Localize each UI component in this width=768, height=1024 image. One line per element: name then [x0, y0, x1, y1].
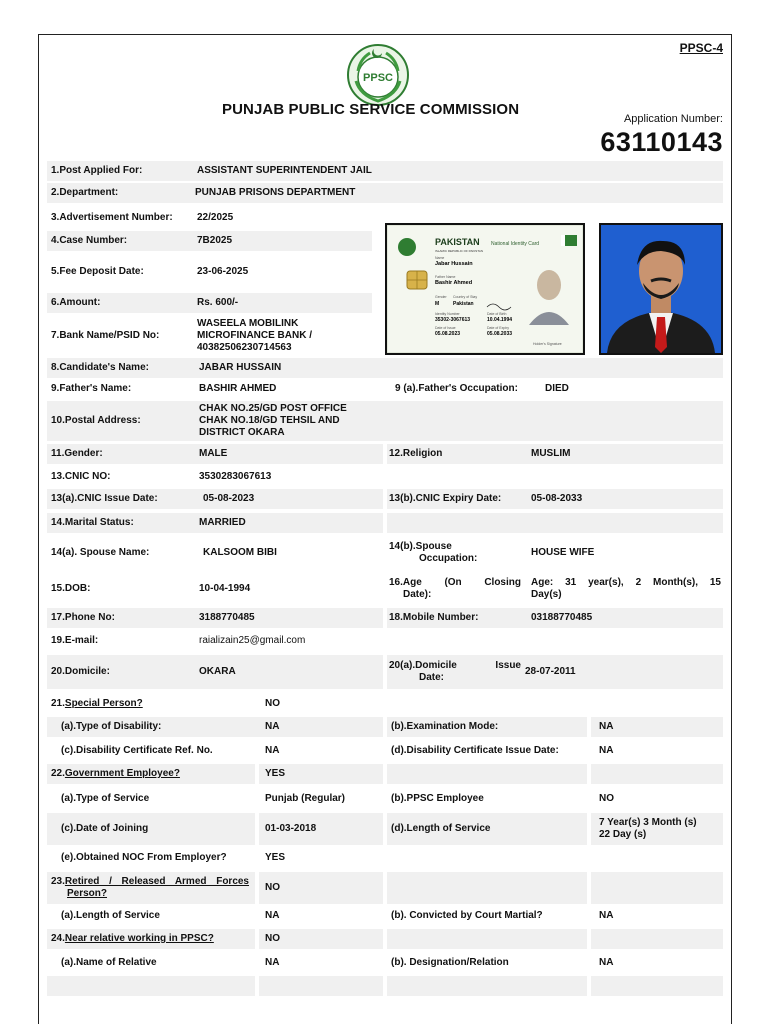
cell-gap — [383, 872, 387, 904]
spouse-label: 14(a). Spouse Name: — [51, 547, 150, 558]
cell-gap — [383, 717, 387, 737]
application-form — [38, 34, 732, 1024]
age-label — [389, 573, 521, 605]
form-code: PPSC-4 — [679, 41, 723, 55]
disability-type-label: (a).Type of Disability: — [61, 721, 162, 732]
father-value: BASHIR AHMED — [199, 383, 277, 394]
special-person-value: NO — [265, 698, 280, 709]
age-label-part-3: Closing — [484, 577, 521, 588]
cell-gap — [587, 872, 591, 904]
row-father — [47, 379, 723, 399]
cell-gap — [587, 764, 591, 784]
postal-line-1: CHAK NO.25/GD POST OFFICE — [199, 403, 347, 414]
marital-value: MARRIED — [199, 517, 246, 528]
age-label-line-1 — [389, 577, 521, 589]
cnic-dob-label: Date of Birth — [487, 312, 507, 316]
cnic-card-image — [385, 223, 585, 355]
cnic-gender-label: Gender — [435, 295, 447, 299]
age-value — [531, 573, 721, 605]
bank-line-3: 40382506230714563 — [197, 342, 292, 353]
cnic-signature-label: Holder's Signature — [533, 342, 562, 346]
exam-mode-value: NA — [599, 721, 614, 732]
cnic-card-title: National Identity Card — [491, 241, 540, 247]
cell-gap — [255, 764, 259, 784]
ppsc-employee-value: NO — [599, 793, 614, 804]
postal-line-2: CHAK NO.18/GD TEHSIL AND — [199, 415, 340, 426]
row-service-type — [47, 787, 723, 811]
phone-value: 3188770485 — [199, 612, 255, 623]
row-gov-employee — [47, 764, 723, 784]
row-spouse — [47, 535, 723, 571]
religion-value: MUSLIM — [531, 448, 571, 459]
row-gender — [47, 444, 723, 464]
cnic-country-stay: Pakistan — [453, 301, 474, 307]
relative-name-value: NA — [265, 957, 280, 968]
cell-gap — [383, 813, 387, 845]
row-noc — [47, 847, 723, 869]
gov-employee-label — [51, 764, 180, 784]
bank-value — [197, 316, 312, 356]
bank-line-1: WASEELA MOBILINK — [197, 318, 299, 329]
relative-prefix: 24. — [51, 933, 65, 944]
cell-gap — [587, 929, 591, 949]
cnic-expiry-value: 05-08-2033 — [531, 493, 583, 504]
row-disability-type — [47, 717, 723, 737]
phone-label: 17.Phone No: — [51, 612, 115, 623]
spouse-value: KALSOOM BIBI — [203, 547, 277, 558]
retired-label-text-1: Retired / Released Armed Forces — [64, 876, 249, 887]
disability-cert-label: (c).Disability Certificate Ref. No. — [61, 745, 213, 756]
domicile-issue-value: 28-07-2011 — [525, 666, 576, 677]
spouse-occupation-value: HOUSE WIFE — [531, 547, 595, 558]
cnic-gender: M — [435, 301, 440, 307]
gov-employee-label-text: Government Employee? — [64, 768, 180, 779]
row-department — [47, 183, 723, 203]
age-label-part-4: Date): — [403, 589, 432, 600]
cnic-expiry-label: 13(b).CNIC Expiry Date: — [389, 493, 502, 504]
row-email — [47, 631, 723, 651]
cell-gap — [587, 813, 591, 845]
religion-label: 12.Religion — [389, 448, 443, 459]
disability-cert-date-value: NA — [599, 745, 614, 756]
app-number: 63110143 — [600, 127, 723, 157]
candidate-value: JABAR HUSSAIN — [199, 362, 282, 373]
cell-gap — [383, 976, 387, 996]
ppsc-employee-label: (b).PPSC Employee — [391, 793, 484, 804]
cell-gap — [255, 872, 259, 904]
amount-label: 6.Amount: — [51, 297, 101, 308]
joining-value: 01-03-2018 — [265, 823, 317, 834]
disability-type-value: NA — [265, 721, 280, 732]
retired-length-label: (a).Length of Service — [61, 910, 160, 921]
advertisement-value: 22/2025 — [197, 212, 234, 223]
relative-label — [51, 929, 214, 949]
service-length-label: (d).Length of Service — [391, 823, 491, 834]
row-dob — [47, 573, 723, 605]
retired-label-line-1 — [51, 876, 249, 888]
cell-gap — [383, 489, 387, 509]
domicile-issue-label-part-2: Issue — [495, 660, 521, 671]
advertisement-label: 3.Advertisement Number: — [51, 212, 173, 223]
court-martial-value: NA — [599, 910, 614, 921]
email-label: 19.E-mail: — [51, 635, 99, 646]
mobile-value: 03188770485 — [531, 612, 593, 623]
exam-mode-label: (b).Examination Mode: — [391, 721, 499, 732]
cell-gap — [587, 976, 591, 996]
cnic-issue-label: 13(a).CNIC Issue Date: — [51, 493, 158, 504]
domicile-issue-label-part-1: 20(a).Domicile — [389, 660, 457, 671]
logo-text: PPSC — [363, 72, 393, 84]
noc-value: YES — [265, 852, 286, 863]
postal-label: 10.Postal Address: — [51, 415, 141, 426]
cell-gap — [383, 513, 387, 533]
cnic-father-label: Father Name — [435, 275, 456, 279]
disability-cert-value: NA — [265, 745, 280, 756]
age-label-part-2: (On — [444, 577, 462, 588]
candidate-label: 8.Candidate's Name: — [51, 362, 149, 373]
relative-label-text: Near relative working in PPSC? — [64, 933, 214, 944]
disability-cert-date-label: (d).Disability Certificate Issue Date: — [391, 745, 559, 756]
cell-gap — [383, 764, 387, 784]
cell-gap — [255, 813, 259, 845]
cnic-name-label: Name — [435, 256, 445, 260]
domicile-issue-label-part-3: Date: — [419, 672, 445, 683]
gender-label: 11.Gender: — [51, 448, 103, 459]
relative-value: NO — [265, 933, 280, 944]
special-person-prefix: 21. — [51, 698, 65, 709]
cnic-name: Jabar Hussain — [435, 261, 473, 267]
gov-employee-prefix: 22. — [51, 768, 65, 779]
mobile-label: 18.Mobile Number: — [389, 612, 479, 623]
cell-gap — [383, 655, 387, 689]
applicant-portrait — [601, 225, 721, 353]
domicile-label: 20.Domicile: — [51, 666, 110, 677]
ppsc-logo — [346, 43, 410, 107]
cell-gap — [383, 444, 387, 464]
cell-gap — [255, 976, 259, 996]
age-value-line-2: Day(s) — [531, 589, 562, 600]
retired-prefix: 23. — [51, 876, 65, 887]
cnic-father: Bashir Ahmed — [435, 280, 473, 286]
father-occupation-label: 9 (a).Father's Occupation: — [395, 383, 518, 394]
service-type-label: (a).Type of Service — [61, 793, 150, 804]
special-person-label — [51, 694, 143, 714]
post-label: 1.Post Applied For: — [51, 165, 143, 176]
service-length-value — [599, 813, 697, 845]
row-relative-name — [47, 952, 723, 974]
service-length-line-1: 7 Year(s) 3 Month (s) — [599, 817, 697, 828]
dob-label: 15.DOB: — [51, 583, 91, 594]
cell-gap — [255, 929, 259, 949]
row-retired-length — [47, 906, 723, 926]
row-cnic-dates — [47, 489, 723, 509]
cnic-value: 3530283067613 — [199, 471, 272, 482]
email-value: raializain25@gmail.com — [199, 635, 306, 646]
postal-line-3: DISTRICT OKARA — [199, 427, 285, 438]
retired-label — [51, 872, 249, 904]
row-case — [47, 231, 372, 251]
post-value: ASSISTANT SUPERINTENDENT JAIL — [197, 165, 372, 176]
row-disability-cert — [47, 741, 723, 761]
joining-label: (c).Date of Joining — [61, 823, 149, 834]
cell-gap — [383, 608, 387, 628]
department-label: 2.Department: — [51, 187, 119, 198]
relative-name-label: (a).Name of Relative — [61, 957, 157, 968]
row-phone — [47, 608, 723, 628]
cnic-expiry: 05.08.2033 — [487, 331, 513, 337]
row-joining — [47, 813, 723, 845]
marital-label: 14.Marital Status: — [51, 517, 134, 528]
row-bank — [47, 316, 377, 356]
bank-label: 7.Bank Name/PSID No: — [51, 330, 160, 341]
domicile-issue-label-line-1 — [389, 660, 521, 672]
fee-date-value: 23-06-2025 — [197, 266, 249, 277]
postal-value — [199, 401, 347, 441]
row-candidate — [47, 358, 723, 378]
domicile-value: OKARA — [199, 666, 236, 677]
age-value-line-1: Age: 31 year(s), 2 Month(s), 15 — [531, 577, 721, 588]
cnic-id-label: Identity Number — [435, 312, 460, 316]
special-person-label-text: Special Person? — [64, 698, 143, 709]
row-fee-date — [47, 255, 377, 289]
case-value: 7B2025 — [197, 235, 233, 246]
row-amount — [47, 293, 372, 313]
page-title: PUNJAB PUBLIC SERVICE COMMISSION — [222, 101, 520, 118]
row-special-person — [47, 694, 723, 714]
row-domicile — [47, 655, 723, 689]
spouse-occupation-label-1: 14(b).Spouse — [389, 541, 452, 552]
gov-employee-value: YES — [265, 768, 286, 779]
cnic-issue: 05.08.2023 — [435, 331, 461, 337]
row-post — [47, 161, 723, 181]
cnic-subtitle: ISLAMIC REPUBLIC OF PAKISTAN — [435, 249, 484, 253]
service-length-line-2: 22 Day (s) — [599, 829, 647, 840]
noc-label: (e).Obtained NOC From Employer? — [61, 852, 227, 863]
designation-value: NA — [599, 957, 614, 968]
designation-label: (b). Designation/Relation — [391, 957, 509, 968]
case-label: 4.Case Number: — [51, 235, 128, 246]
cnic-dob: 10.04.1994 — [487, 317, 513, 323]
retired-length-value: NA — [265, 910, 280, 921]
app-number-label: Application Number: — [623, 113, 723, 125]
spouse-occupation-label-2: Occupation: — [419, 553, 478, 564]
age-label-part-1: 16.Age — [389, 577, 422, 588]
cnic-country: PAKISTAN — [435, 237, 480, 247]
fee-date-label: 5.Fee Deposit Date: — [51, 266, 144, 277]
row-relative — [47, 929, 723, 949]
dob-value: 10-04-1994 — [199, 583, 251, 594]
bank-line-2: MICROFINANCE BANK / — [197, 330, 312, 341]
cnic-expiry-label: Date of Expiry — [487, 326, 509, 330]
cnic-issue-label: Date of Issue — [435, 326, 456, 330]
cell-gap — [383, 929, 387, 949]
gender-value: MALE — [199, 448, 228, 459]
spouse-occupation-label — [389, 535, 477, 571]
amount-value: Rs. 600/- — [197, 297, 239, 308]
cnic-country-stay-label: Country of Stay — [453, 295, 478, 299]
applicant-photo — [599, 223, 723, 355]
cnic-issue-value: 05-08-2023 — [203, 493, 255, 504]
row-marital — [47, 513, 723, 533]
retired-value: NO — [265, 882, 280, 893]
cnic-card — [387, 225, 583, 353]
row-postal — [47, 401, 723, 441]
row-cnic — [47, 467, 723, 487]
service-type-value: Punjab (Regular) — [265, 793, 346, 804]
court-martial-label: (b). Convicted by Court Martial? — [391, 910, 543, 921]
row-retired — [47, 872, 723, 904]
retired-label-text-2: Person? — [67, 888, 108, 899]
father-label: 9.Father's Name: — [51, 383, 132, 394]
domicile-issue-label — [389, 655, 521, 689]
row-empty — [47, 976, 723, 996]
cnic-label: 13.CNIC NO: — [51, 471, 111, 482]
row-advertisement — [47, 208, 377, 228]
cnic-id: 35302-3067613 — [435, 317, 471, 323]
father-occupation-value: DIED — [545, 383, 569, 394]
department-value: PUNJAB PRISONS DEPARTMENT — [195, 187, 356, 198]
cell-gap — [587, 717, 591, 737]
